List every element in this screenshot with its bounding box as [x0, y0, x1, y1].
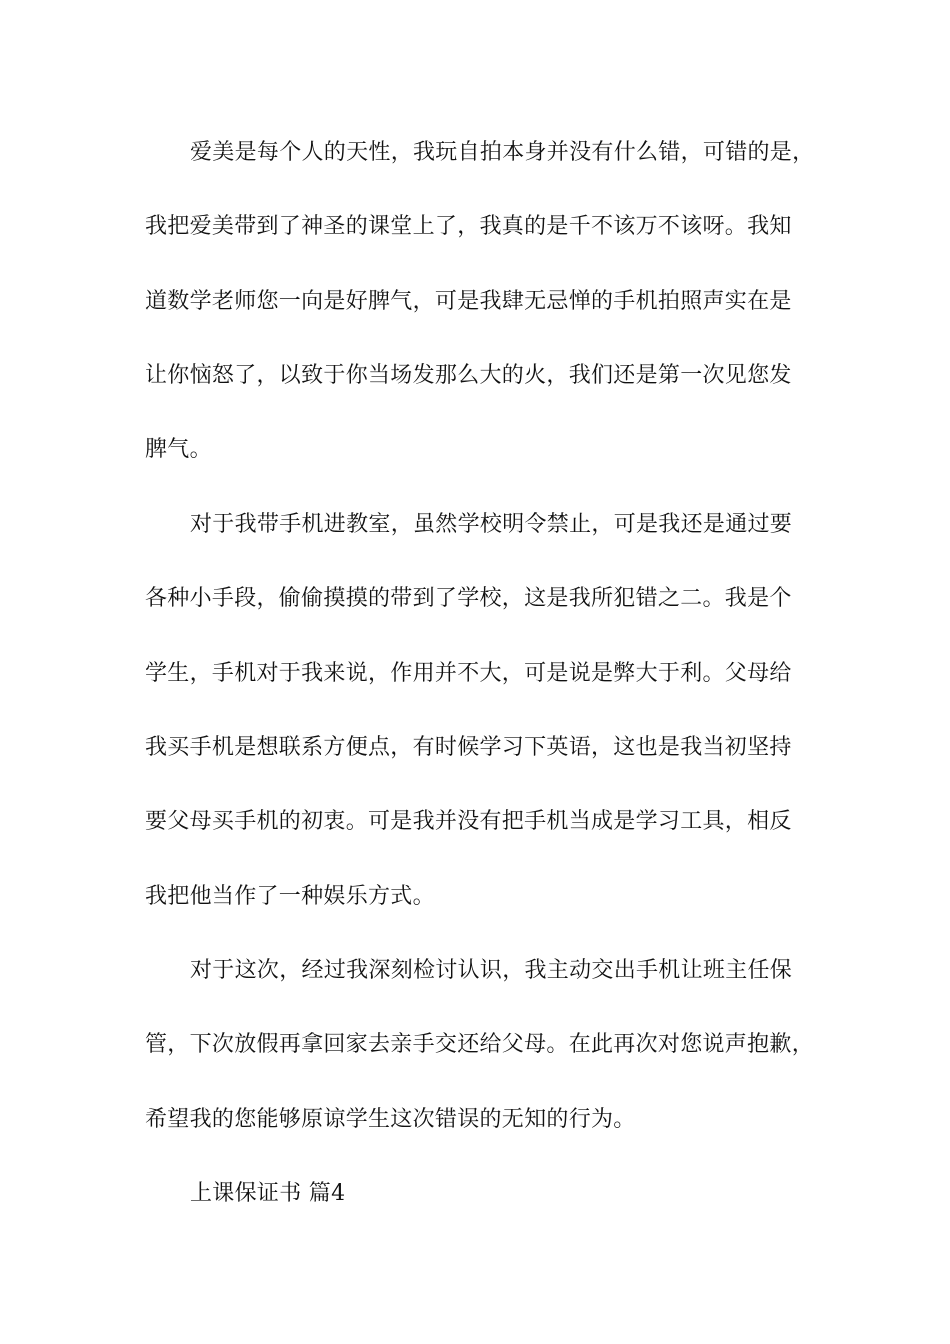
paragraph-2-line-4: 我买手机是想联系方便点，有时候学习下英语，这也是我当初坚持: [145, 735, 792, 760]
paragraph-1-line-1: 爱美是每个人的天性，我玩自拍本身并没有什么错，可错的是，: [190, 140, 815, 165]
paragraph-2-line-5: 要父母买手机的初衷。可是我并没有把手机当成是学习工具，相反: [145, 809, 792, 834]
paragraph-2-line-1: 对于我带手机进教室，虽然学校明令禁止，可是我还是通过要: [190, 512, 793, 537]
paragraph-2-line-3: 学生，手机对于我来说，作用并不大，可是说是弊大于利。父母给: [145, 661, 792, 686]
paragraph-1-line-2: 我把爱美带到了神圣的课堂上了，我真的是千不该万不该呀。我知: [145, 214, 792, 239]
paragraph-3-line-1: 对于这次，经过我深刻检讨认识，我主动交出手机让班主任保: [190, 958, 793, 983]
paragraph-2-line-6: 我把他当作了一种娱乐方式。: [145, 884, 435, 909]
paragraph-2-line-2: 各种小手段，偷偷摸摸的带到了学校，这是我所犯错之二。我是个: [145, 586, 792, 611]
paragraph-3-line-3: 希望我的您能够原谅学生这次错误的无知的行为。: [145, 1107, 636, 1132]
section-heading: 上课保证书 篇4: [190, 1181, 346, 1206]
paragraph-1-line-5: 脾气。: [145, 437, 212, 462]
paragraph-1-line-3: 道数学老师您一向是好脾气，可是我肆无忌惮的手机拍照声实在是: [145, 289, 792, 314]
paragraph-3-line-2: 管，下次放假再拿回家去亲手交还给父母。在此再次对您说声抱歉，: [145, 1032, 815, 1057]
paragraph-1-line-4: 让你恼怒了，以致于你当场发那么大的火，我们还是第一次见您发: [145, 363, 792, 388]
